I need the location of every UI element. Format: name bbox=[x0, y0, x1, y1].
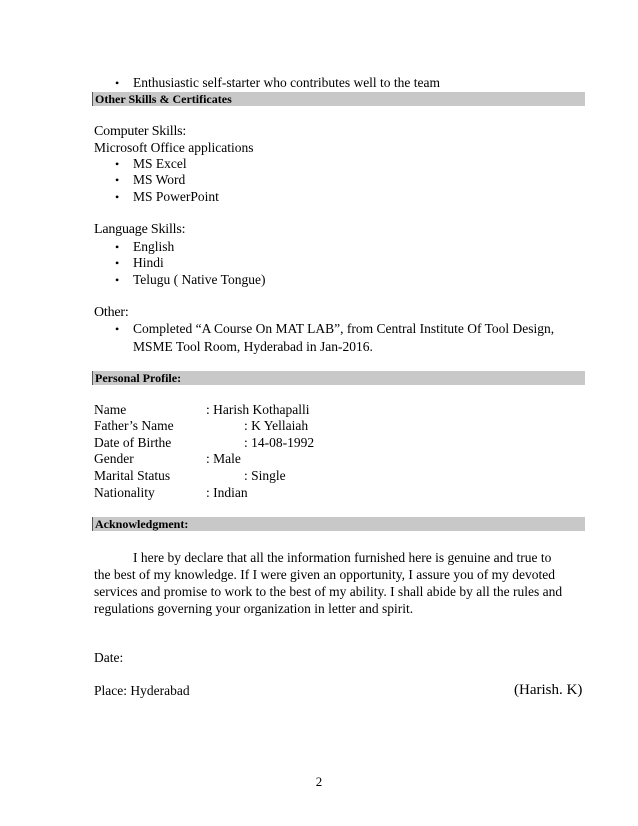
list-item: English bbox=[133, 239, 175, 254]
other-item-line2: MSME Tool Room, Hyderabad in Jan-2016. bbox=[133, 339, 373, 354]
profile-value: : K Yellaiah bbox=[244, 418, 309, 433]
place-label: Place: Hyderabad bbox=[94, 683, 190, 698]
section-title-profile: Personal Profile: bbox=[95, 371, 182, 385]
language-skills-heading: Language Skills: bbox=[94, 222, 186, 237]
profile-label: Marital Status bbox=[94, 468, 171, 483]
profile-value: : Single bbox=[244, 468, 286, 483]
section-header-acknowledgment bbox=[92, 517, 585, 531]
list-item: MS Word bbox=[133, 172, 186, 187]
list-item: Hindi bbox=[133, 255, 164, 270]
computer-skills-heading: Computer Skills: bbox=[94, 124, 187, 139]
list-item: MS Excel bbox=[133, 156, 187, 171]
profile-value: : Male bbox=[206, 451, 241, 466]
bullet-dot: • bbox=[115, 273, 120, 287]
computer-skills-intro: Microsoft Office applications bbox=[94, 140, 254, 155]
other-heading: Other: bbox=[94, 305, 129, 320]
bullet-dot: • bbox=[115, 190, 120, 204]
bullet-dot: • bbox=[115, 76, 120, 90]
profile-value: : 14-08-1992 bbox=[244, 435, 315, 450]
profile-value: : Indian bbox=[206, 485, 248, 500]
ack-paragraph-line: services and promise to work to the best of my ability. I shall abide by all the rules and bbox=[94, 584, 563, 599]
bullet-dot: • bbox=[115, 322, 120, 336]
profile-value: : Harish Kothapalli bbox=[206, 402, 310, 417]
section-title-acknowledgment: Acknowledgment: bbox=[95, 517, 189, 531]
bullet-dot: • bbox=[115, 173, 120, 187]
section-header-profile bbox=[92, 371, 585, 385]
profile-label: Date of Birthe bbox=[94, 435, 172, 450]
section-header-skills bbox=[92, 92, 585, 106]
date-label: Date: bbox=[94, 650, 124, 665]
list-item: Telugu ( Native Tongue) bbox=[133, 272, 266, 287]
bullet-dot: • bbox=[115, 256, 120, 270]
profile-label: Name bbox=[94, 402, 127, 417]
other-item-line1: Completed “A Course On MAT LAB”, from Central Institute Of Tool Design, bbox=[133, 321, 555, 336]
top-bullet-text: Enthusiastic self-starter who contributes well to the team bbox=[133, 75, 441, 90]
ack-paragraph-line: I here by declare that all the information furnished here is genuine and true to bbox=[133, 550, 552, 565]
ack-paragraph-line: the best of my knowledge. If I were given an opportunity, I assure you of my devoted bbox=[94, 567, 556, 582]
bullet-dot: • bbox=[115, 240, 120, 254]
ack-paragraph-line: regulations governing your organization in letter and spirit. bbox=[94, 601, 414, 616]
section-title-skills: Other Skills & Certificates bbox=[95, 92, 232, 106]
list-item: MS PowerPoint bbox=[133, 189, 219, 204]
profile-label: Father’s Name bbox=[94, 418, 174, 433]
bullet-dot: • bbox=[115, 157, 120, 171]
page-number: 2 bbox=[315, 774, 323, 789]
profile-label: Nationality bbox=[94, 485, 155, 500]
profile-label: Gender bbox=[94, 451, 134, 466]
signature: (Harish. K) bbox=[514, 682, 583, 698]
